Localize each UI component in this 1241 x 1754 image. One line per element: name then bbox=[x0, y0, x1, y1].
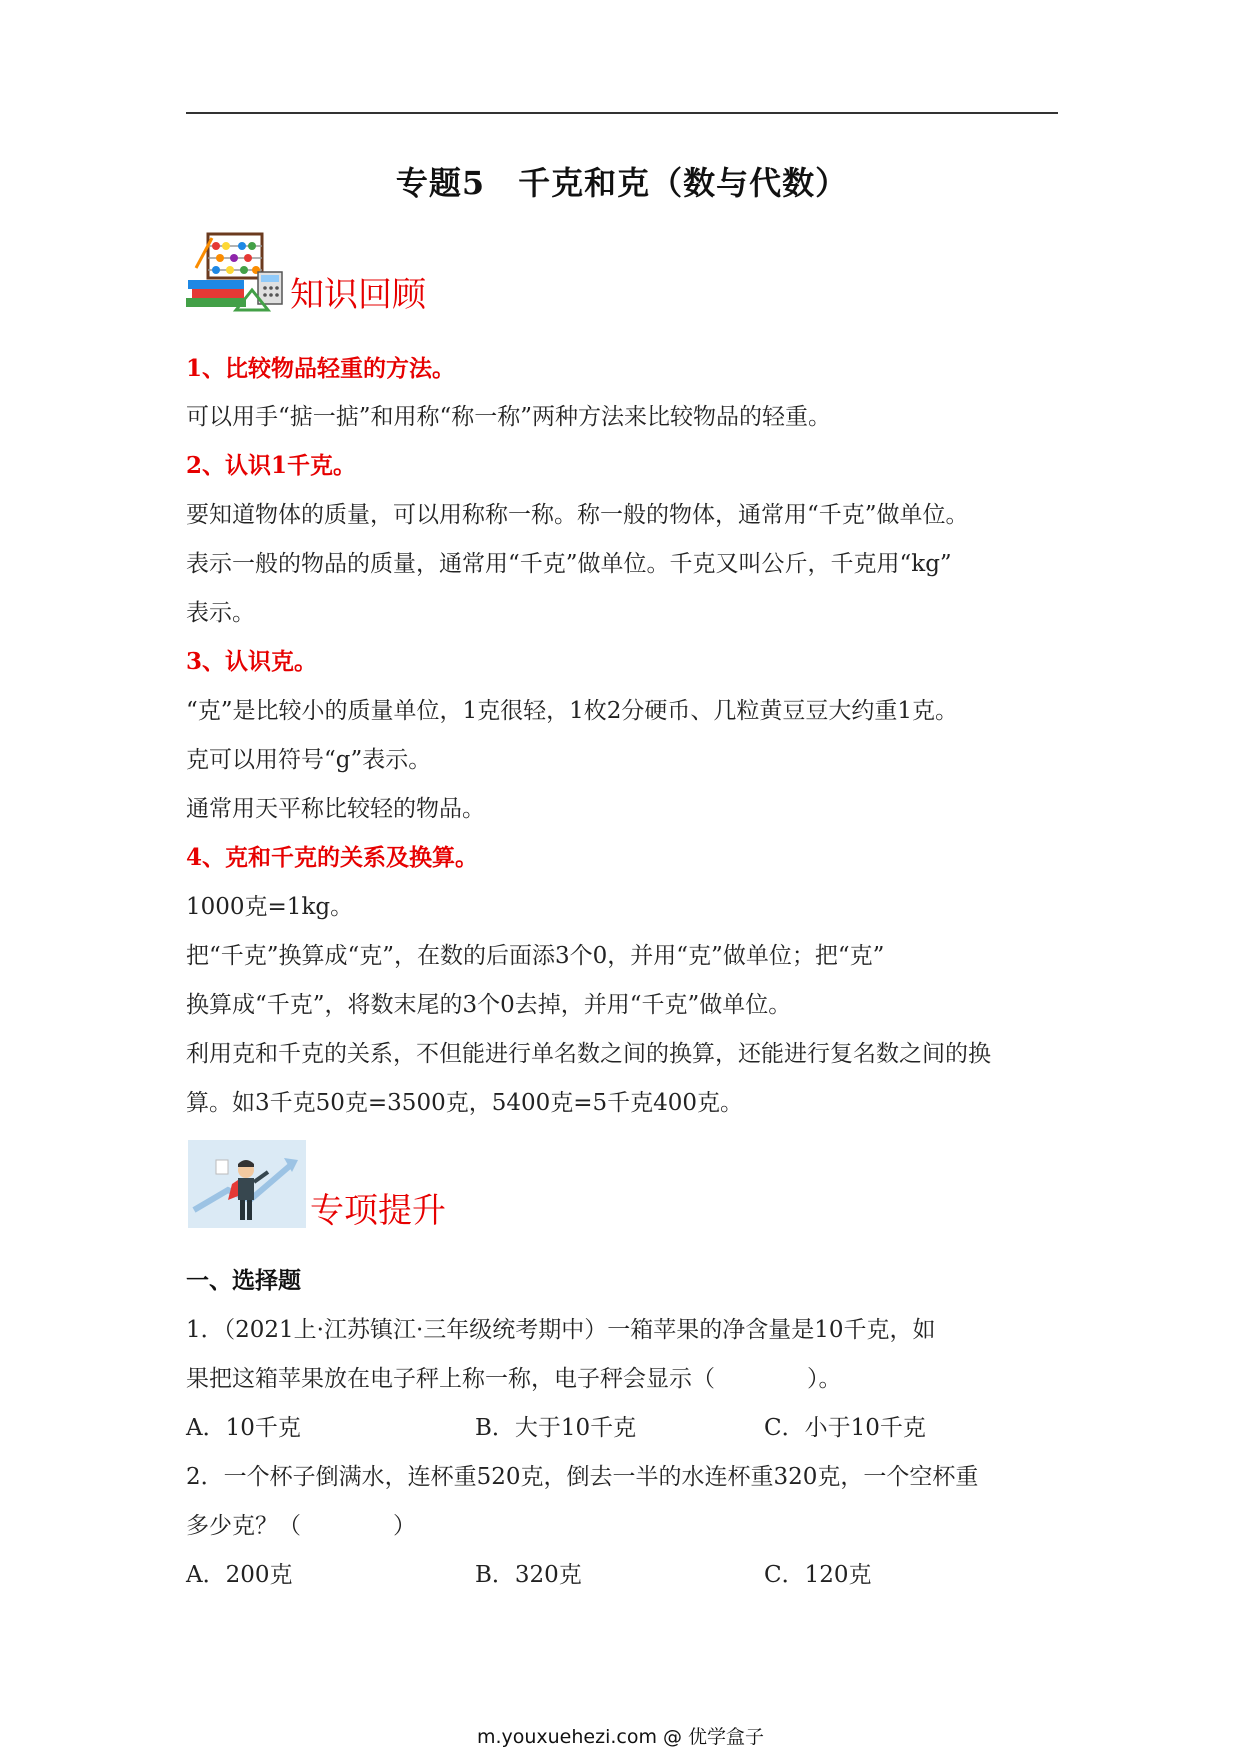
header-rule bbox=[186, 112, 1058, 114]
question-2-line-2: 多少克？（ ） bbox=[186, 1513, 416, 1539]
page-title: 专题5 千克和克（数与代数） bbox=[395, 164, 849, 202]
question-1-option-b: B．大于10千克 bbox=[475, 1415, 637, 1441]
knowledge-heading-3: 3、认识克。 bbox=[186, 648, 318, 675]
section-heading-choice: 一、选择题 bbox=[186, 1267, 301, 1294]
abacus-books-icon bbox=[186, 228, 286, 316]
knowledge-heading-1: 1、比较物品轻重的方法。 bbox=[186, 355, 456, 382]
knowledge-text: 换算成“千克”，将数末尾的3个0去掉，并用“千克”做单位。 bbox=[186, 992, 792, 1018]
question-2-option-a: A．200克 bbox=[186, 1562, 293, 1588]
knowledge-text: 要知道物体的质量，可以用称称一称。称一般的物体，通常用“千克”做单位。 bbox=[186, 502, 969, 528]
knowledge-text: 1000克=1kg。 bbox=[186, 894, 354, 920]
knowledge-heading-2: 2、认识1千克。 bbox=[186, 452, 357, 479]
banner-special-practice-title: 专项提升 bbox=[310, 1191, 446, 1231]
knowledge-text: 利用克和千克的关系，不但能进行单名数之间的换算，还能进行复名数之间的换 bbox=[186, 1041, 991, 1067]
knowledge-text: 可以用手“掂一掂”和用称“称一称”两种方法来比较物品的轻重。 bbox=[186, 404, 832, 430]
knowledge-text: 算。如3千克50克=3500克，5400克=5千克400克。 bbox=[186, 1090, 744, 1116]
question-1-line-1: 1．（2021上·江苏镇江·三年级统考期中）一箱苹果的净含量是10千克，如 bbox=[186, 1317, 936, 1343]
knowledge-text: 通常用天平称比较轻的物品。 bbox=[186, 796, 485, 822]
knowledge-text: 表示一般的物品的质量，通常用“千克”做单位。千克又叫公斤，千克用“kg” bbox=[186, 551, 952, 577]
question-1-option-c: C．小于10千克 bbox=[764, 1415, 926, 1441]
knowledge-text: 表示。 bbox=[186, 600, 255, 626]
footer-watermark: m.youxuehezi.com @ 优学盒子 bbox=[476, 1726, 765, 1748]
question-2-option-b: B．320克 bbox=[475, 1562, 582, 1588]
question-1-line-2: 果把这箱苹果放在电子秤上称一称，电子秤会显示（ ）。 bbox=[186, 1366, 842, 1392]
knowledge-text: 把“千克”换算成“克”，在数的后面添3个0，并用“克”做单位；把“克” bbox=[186, 943, 885, 969]
knowledge-text: 克可以用符号“g”表示。 bbox=[186, 747, 432, 773]
question-1-option-a: A．10千克 bbox=[186, 1415, 301, 1441]
question-2-option-c: C．120克 bbox=[764, 1562, 872, 1588]
question-2-line-1: 2．一个杯子倒满水，连杯重520克，倒去一半的水连杯重320克，一个空杯重 bbox=[186, 1464, 979, 1490]
knowledge-heading-4: 4、克和千克的关系及换算。 bbox=[186, 844, 479, 871]
banner-knowledge-review bbox=[186, 228, 426, 316]
banner-knowledge-review-title: 知识回顾 bbox=[290, 275, 426, 315]
banner-special-practice bbox=[188, 1140, 446, 1232]
knowledge-text: “克”是比较小的质量单位，1克很轻，1枚2分硬币、几粒黄豆豆大约重1克。 bbox=[186, 698, 959, 724]
person-chart-icon bbox=[188, 1140, 306, 1232]
